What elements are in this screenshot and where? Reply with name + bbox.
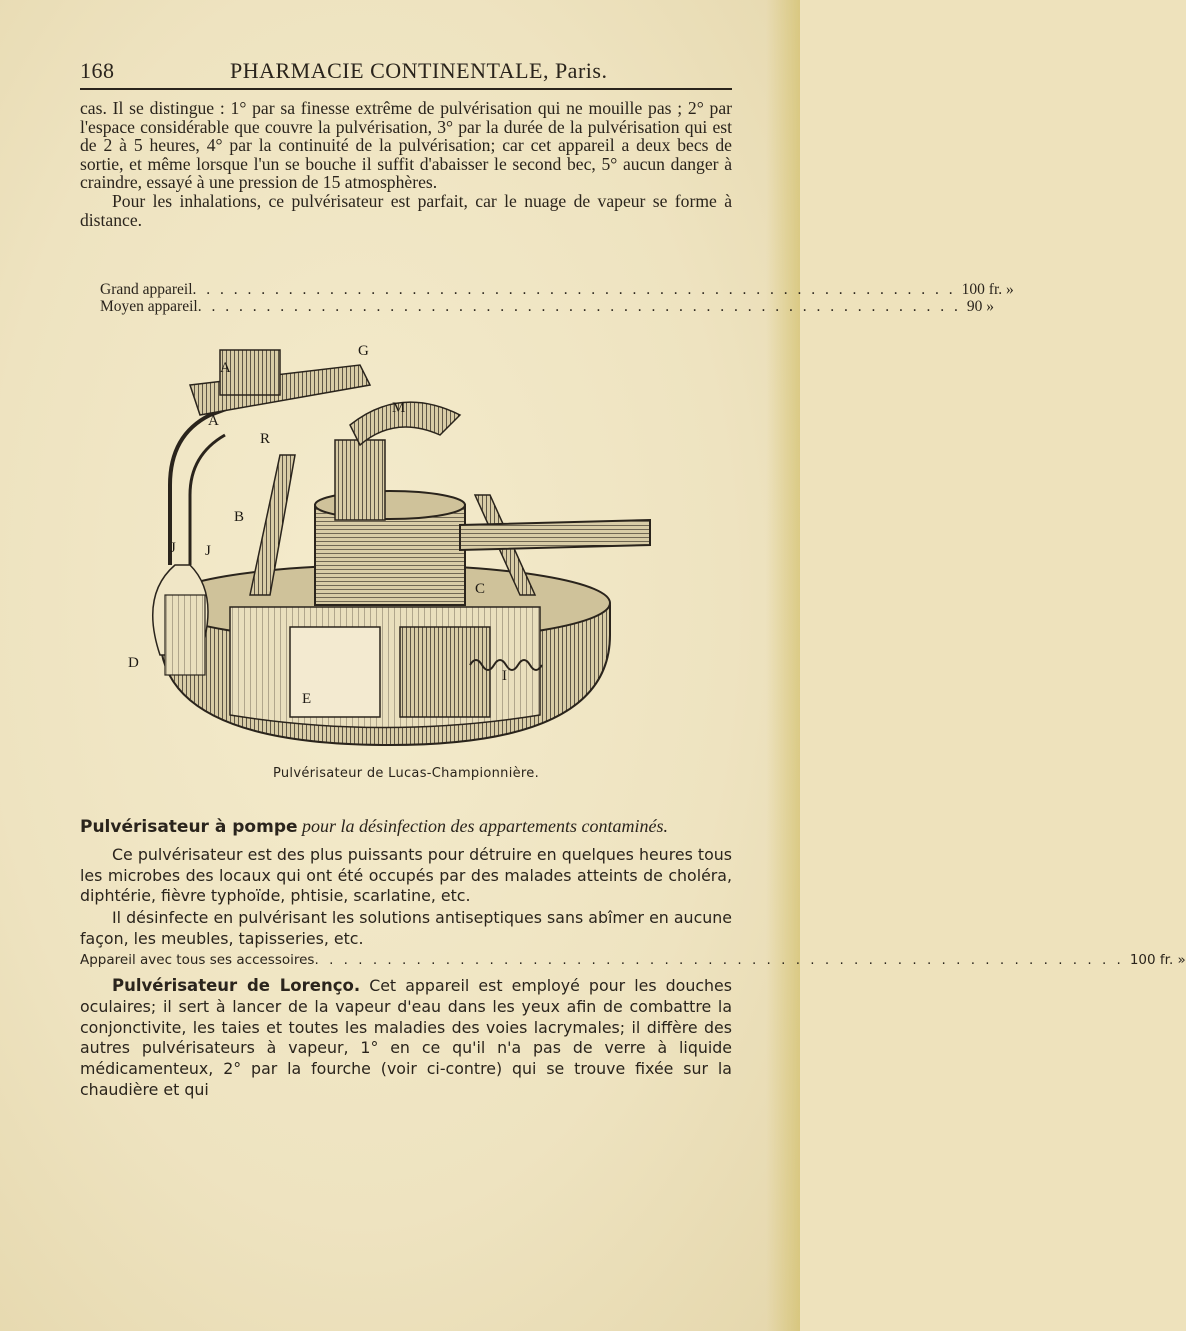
section-2-title: Pulvérisateur de Lorenço. — [112, 976, 361, 995]
intro-paragraph-1: cas. Il se distingue : 1° par sa finesse extrême de pulvérisation qui ne mouille pas ; 2° par l'espace considérable que couvre la pulvérisation, 3° par la durée de la pulvérisation qui est de 2 à 5 heures, 4° par la continuité de la pulvérisation; car cet appareil a deux becs de sortie, et même lorsque l'un se bouche il suffit d'abaisser le second bec, 5° aucun danger à craindre, essayé à une pression de 15 atmosphères. — [80, 98, 732, 193]
header-rule — [80, 88, 732, 90]
price-row — [80, 952, 1186, 969]
figure-label: E — [302, 691, 312, 707]
section-subtitle: pour la désinfection des appartements contaminés. — [302, 816, 668, 836]
price-amount: 100 fr. » — [1129, 952, 1186, 968]
intro-text — [80, 99, 732, 229]
price-row — [100, 297, 994, 316]
figure-label: J — [170, 540, 176, 556]
price-label: Moyen appareil — [100, 297, 198, 315]
section-title: Pulvérisateur à pompe — [80, 817, 298, 837]
page-number: 168 — [80, 58, 115, 83]
figure-label: R — [260, 431, 271, 447]
price-amount: 100 fr. » — [961, 281, 1014, 298]
price-row — [100, 281, 1014, 299]
section-2-text: Cet appareil est employé pour les douches oculaires; il sert à lancer de la vapeur d'eau dans les yeux afin de combattre la conjonctivite, les taies et toutes les maladies des voies lacrymales; il diffère des autres pulvérisateurs à vapeur, 1° en ce qu'il n'a pas de verre à liquide médicamenteux, 2° par la fourche (voir ci-contre) qui se trouve fixée sur la chaudière et qui — [80, 976, 732, 1099]
price-label: Appareil avec tous ses accessoires — [80, 952, 315, 968]
price-list — [100, 281, 1014, 315]
figure-label: J — [205, 543, 211, 559]
price-label: Grand appareil — [100, 281, 193, 298]
figure-label: C — [475, 581, 486, 597]
figure-label: B — [234, 509, 245, 525]
section-2 — [80, 976, 732, 1101]
running-title: PHARMACIE CONTINENTALE, Paris. — [230, 58, 608, 83]
figure-label: I — [502, 668, 507, 684]
figure-label: A — [220, 360, 231, 376]
figure-label: M — [392, 400, 406, 416]
intro-paragraph-2: Pour les inhalations, ce pulvérisateur est parfait, car le nuage de vapeur se forme à distance. — [80, 190, 732, 230]
section-1-price — [80, 952, 1186, 969]
figure-caption: Pulvérisateur de Lucas-Championnière. — [272, 766, 539, 781]
section-heading — [80, 816, 732, 837]
figure-label: D — [128, 655, 139, 671]
figure-label: A — [208, 413, 219, 429]
page-edge-shadow — [766, 0, 800, 1331]
sprayer-engraving — [130, 345, 670, 745]
price-amount: 90 » — [966, 297, 994, 315]
section-1-paragraph: Ce pulvérisateur est des plus puissants pour détruire en quelques heures tous les microbes des locaux qui ont été occupés par des malades atteints de choléra, diphtérie, fièvre typhoïde, phtisie, scarlatine, etc. — [80, 845, 732, 905]
figure-label: G — [358, 343, 369, 359]
section-1-paragraph-2: Il désinfecte en pulvérisant les solutions antiseptiques sans abîmer en aucune façon, les meubles, tapisseries, etc. — [80, 908, 732, 948]
